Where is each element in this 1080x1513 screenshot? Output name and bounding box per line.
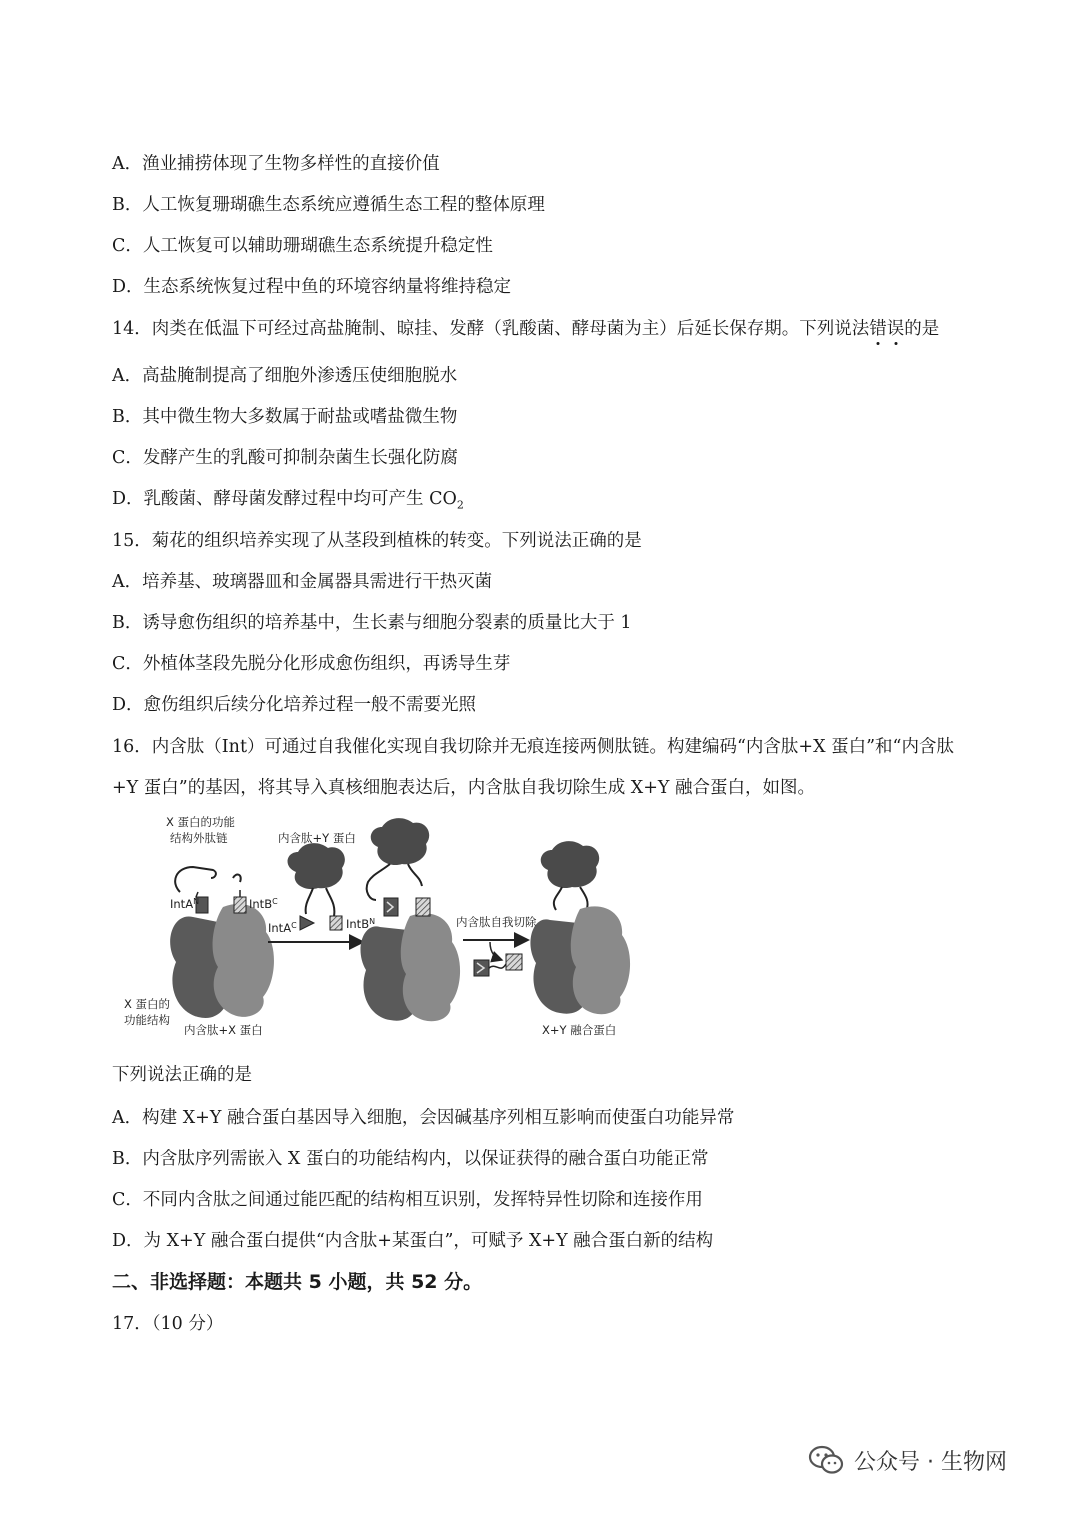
q14-option-b: B．其中微生物大多数属于耐盐或嗜盐微生物 xyxy=(112,407,458,427)
label-intb-c xyxy=(249,897,278,912)
label-intb-c-sup: C xyxy=(272,896,278,906)
label-external-chain-1: X 蛋白的功能 xyxy=(166,815,236,829)
watermark-text: 公众号 · 生物网 xyxy=(854,1449,1007,1475)
q14-option-d-text: D．乳酸菌、酵母菌发酵过程中均可产生 CO xyxy=(112,489,457,509)
q16-option-c: C．不同内含肽之间通过能匹配的结构相互识别，发挥特异性切除和连接作用 xyxy=(112,1190,703,1210)
q15-option-d: D．愈伤组织后续分化培养过程一般不需要光照 xyxy=(112,695,477,715)
label-inta-c-sup: C xyxy=(291,920,297,930)
xy-fusion-protein xyxy=(531,841,631,1014)
label-x-function-1: X 蛋白的 xyxy=(124,997,171,1011)
q15-option-a: A．培养基、玻璃器皿和金属器具需进行干热灭菌 xyxy=(112,572,493,592)
label-inta-c-text: IntA xyxy=(268,921,292,935)
q17-header: 17．（10 分） xyxy=(112,1314,224,1334)
label-inta-c xyxy=(268,921,297,936)
q13-option-a: A．渔业捕捞体现了生物多样性的直接价值 xyxy=(112,154,440,174)
label-inta-n-text: IntA xyxy=(170,897,194,911)
q13-option-b: B．人工恢复珊瑚礁生态系统应遵循生态工程的整体原理 xyxy=(112,195,545,215)
q15-stem: 15．菊花的组织培养实现了从茎段到植株的转变。下列说法正确的是 xyxy=(112,531,642,551)
q14-stem xyxy=(112,317,939,341)
q15-option-b: B．诱导愈伤组织的培养基中，生长素与细胞分裂素的质量比大于 1 xyxy=(112,613,632,633)
label-intein-x: 内含肽+X 蛋白 xyxy=(184,1023,263,1037)
q16-option-a: A．构建 X+Y 融合蛋白基因导入细胞，会因碱基序列相互影响而使蛋白功能异常 xyxy=(112,1108,735,1128)
label-intb-n-text: IntB xyxy=(346,917,370,931)
wechat-icon xyxy=(808,1445,844,1475)
q14-option-a: A．高盐腌制提高了细胞外渗透压使细胞脱水 xyxy=(112,366,458,386)
q16-stem-line-1: 16．内含肽（Int）可通过自我催化实现自我切除并无痕连接两侧肽链。构建编码“内含肽+X 蛋白”和“内含肽 xyxy=(112,737,955,757)
label-inta-n-sup: N xyxy=(193,896,200,906)
intein-y-protein xyxy=(288,843,345,930)
q14-option-c: C．发酵产生的乳酸可抑制杂菌生长强化防腐 xyxy=(112,448,458,468)
intein-splicing-diagram xyxy=(118,812,638,1044)
section-2-heading: 二、非选择题：本题共 5 小题，共 52 分。 xyxy=(112,1271,483,1293)
q16-option-b: B．内含肽序列需嵌入 X 蛋白的功能结构内，以保证获得的融合蛋白功能正常 xyxy=(112,1149,709,1169)
label-fusion-protein: X+Y 融合蛋白 xyxy=(542,1023,617,1037)
combined-complex xyxy=(361,818,461,1021)
q15-option-c: C．外植体茎段先脱分化形成愈伤组织，再诱导生芽 xyxy=(112,654,511,674)
q14-stem-end: 的是 xyxy=(904,319,940,339)
q16-question: 下列说法正确的是 xyxy=(112,1065,252,1085)
q13-option-d: D．生态系统恢复过程中鱼的环境容纳量将维持稳定 xyxy=(112,277,512,297)
q13-option-c: C．人工恢复可以辅助珊瑚礁生态系统提升稳定性 xyxy=(112,236,493,256)
label-intb-c-text: IntB xyxy=(249,897,273,911)
label-self-excision: 内含肽自我切除 xyxy=(456,915,537,929)
q14-emphasis-char-1: 错 xyxy=(869,319,887,339)
label-inta-n xyxy=(170,897,199,912)
watermark xyxy=(808,1440,1007,1480)
q14-option-d-subscript: 2 xyxy=(456,498,464,512)
q16-stem-line-2: +Y 蛋白”的基因，将其导入真核细胞表达后，内含肽自我切除生成 X+Y 融合蛋白，如图。 xyxy=(112,778,816,798)
label-external-chain-2: 结构外肽链 xyxy=(170,831,228,845)
label-intb-n-sup: N xyxy=(369,916,376,926)
excision-arrow xyxy=(490,942,502,960)
q16-option-d: D．为 X+Y 融合蛋白提供“内含肽+某蛋白”，可赋予 X+Y 融合蛋白新的结构 xyxy=(112,1231,714,1251)
intein-x-protein-complex xyxy=(170,867,274,1018)
q14-option-d xyxy=(112,487,464,518)
label-x-function-2: 功能结构 xyxy=(124,1013,170,1027)
label-intein-y: 内含肽+Y 蛋白 xyxy=(278,831,356,845)
q14-emphasis-char-2: 误 xyxy=(886,319,905,339)
excised-intein xyxy=(474,954,522,976)
q14-stem-text: 14．肉类在低温下可经过高盐腌制、晾挂、发酵（乳酸菌、酵母菌为主）后延长保存期。下列说法 xyxy=(112,319,870,339)
